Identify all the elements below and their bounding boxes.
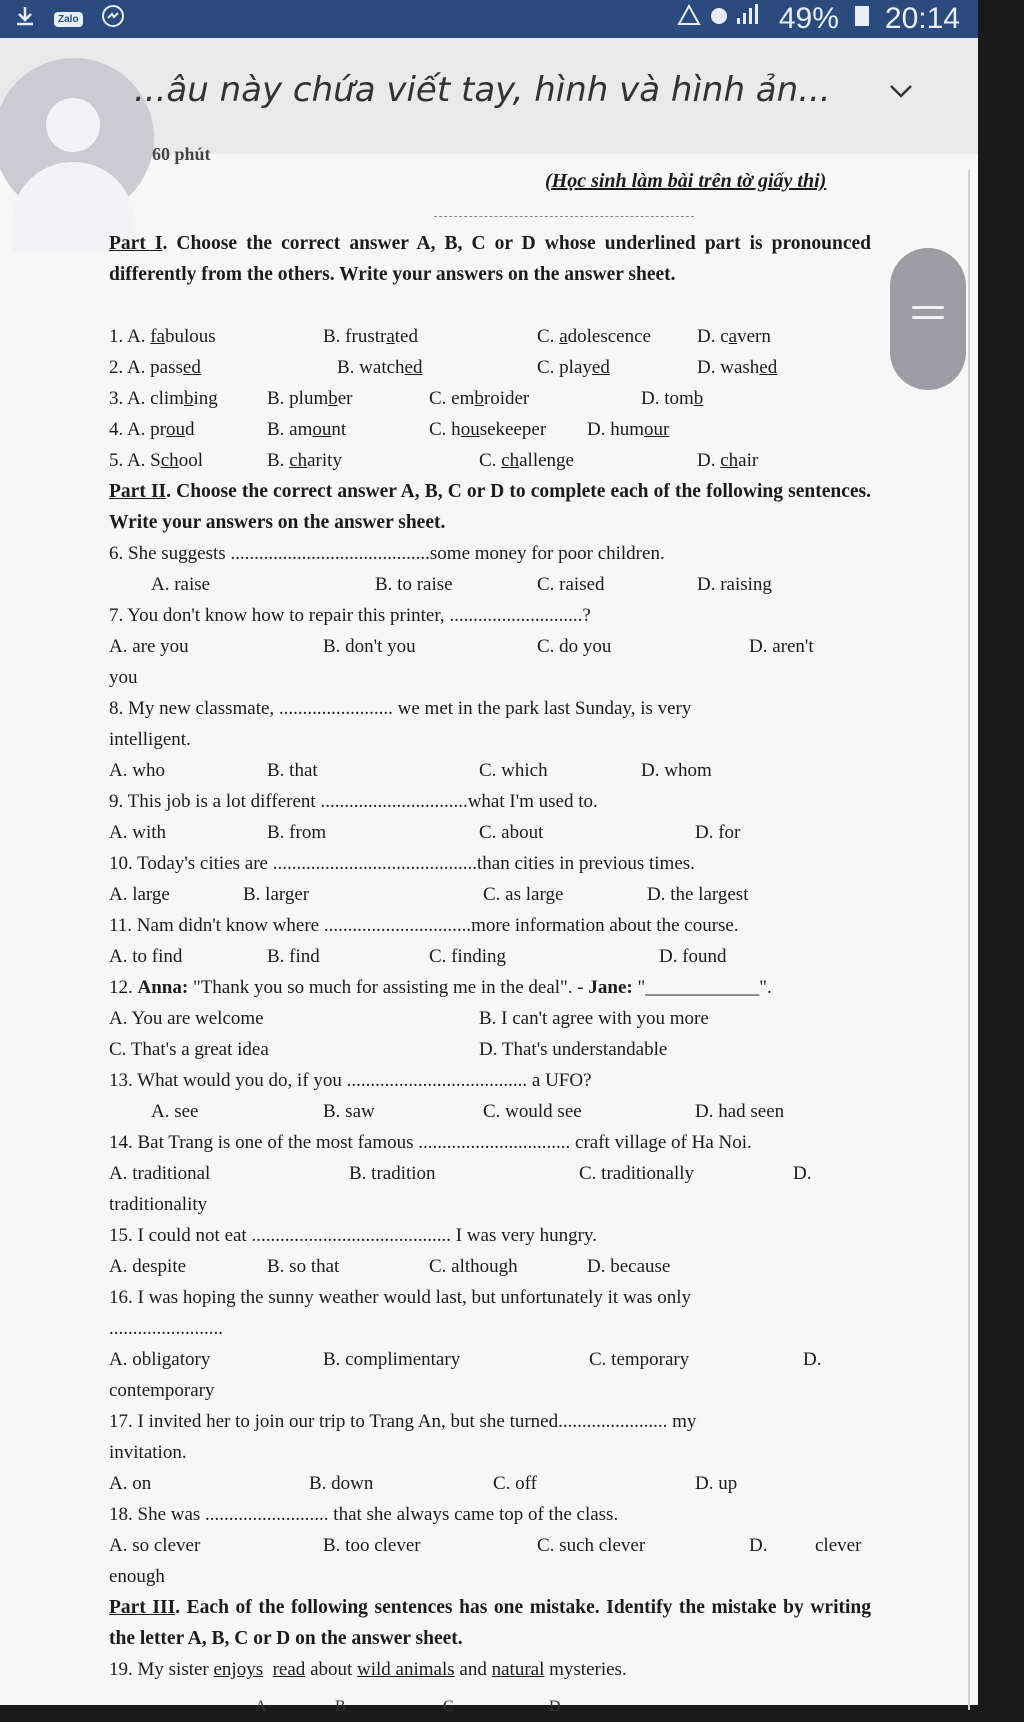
battery-text: 49%	[778, 2, 839, 35]
question-9-options: A. with B. from C. about D. for	[109, 822, 741, 843]
exam-duration: 60 phút	[152, 144, 211, 164]
question-13-options: A. see B. saw C. would see D. had seen	[151, 1101, 785, 1122]
question-7-options: A. are you B. don't you C. do you D. aren't	[109, 636, 814, 657]
question-14-wrap: traditionality	[109, 1194, 208, 1215]
question-4: 4. A. proud B. amount C. housekeeper D. humour	[109, 419, 670, 440]
question-18-wrap: enough	[109, 1566, 165, 1587]
question-3: 3. A. climbing B. plumber C. embroider D. tomb	[109, 388, 704, 409]
question-15-stem: 15. I could not eat .......................................... I was very hungry.	[109, 1225, 597, 1246]
chevron-down-icon[interactable]	[888, 78, 914, 104]
question-16-stem: 16. I was hoping the sunny weather would last, but unfortunately it was only	[109, 1287, 692, 1308]
question-10-stem: 10. Today's cities are ...........................................than cities in previous times.	[109, 853, 695, 874]
question-16-wrap: contemporary	[109, 1380, 215, 1401]
question-14-options: A. traditional B. tradition C. traditionally D.	[109, 1163, 812, 1184]
question-15-options: A. despite B. so that C. although D. because	[109, 1256, 671, 1277]
question-2: 2. A. passed B. watched C. played D. washed	[109, 357, 778, 378]
part-1-heading: Part I. Choose the correct answer A, B, C or D whose underlined part is pronounced differently from the others. Write your answers on the answer sheet.	[109, 233, 871, 285]
question-8-stem-cont: intelligent.	[109, 729, 191, 750]
question-6-options: A. raise B. to raise C. raised D. raising	[151, 574, 772, 595]
question-17-stem-cont: invitation.	[109, 1442, 187, 1463]
question-18-stem: 18. She was .......................... that she always came top of the class.	[109, 1504, 619, 1525]
question-8-stem: 8. My new classmate, ........................ we met in the park last Sunday, is very	[109, 698, 692, 719]
question-1: 1. A. fabulous B. frustrated C. adolescence D. cavern	[109, 326, 771, 347]
header-title: ...âu này chứa viết tay, hình và hình ản...	[134, 70, 831, 110]
download-icon	[14, 5, 36, 33]
part-3-heading: Part III. Each of the following sentences has one mistake. Identify the mistake by writing the letter A, B, C or D on the answer sheet.	[109, 1597, 871, 1649]
scrollbar-track	[968, 170, 982, 1710]
question-12-options-ab: A. You are welcome B. I can't agree with you more	[109, 1008, 709, 1029]
exam-instruction: (Học sinh làm bài trên tờ giấy thi)	[545, 170, 827, 192]
avatar[interactable]	[0, 58, 154, 218]
document-body	[109, 228, 871, 1716]
question-6-stem: 6. She suggests ..........................................some money for poor children.	[109, 543, 665, 564]
status-bar	[0, 0, 978, 38]
question-9-stem: 9. This job is a lot different ...............................what I'm used to.	[109, 791, 598, 812]
question-16-stem-cont: ........................	[109, 1318, 223, 1339]
question-7-wrap: you	[109, 667, 138, 688]
divider	[434, 216, 694, 217]
question-16-options: A. obligatory B. complimentary C. temporary D.	[109, 1349, 822, 1370]
question-12-options-cd: C. That's a great idea D. That's understandable	[109, 1039, 668, 1060]
question-14-stem: 14. Bat Trang is one of the most famous ................................ craft village of Ha Noi.	[109, 1132, 752, 1153]
messenger-icon	[101, 4, 125, 34]
question-18-options: A. so clever B. too clever C. such clever D. clever	[109, 1535, 862, 1556]
question-19-stem: 19. My sister enjoys read about wild animals and natural mysteries.	[109, 1659, 627, 1680]
clock: 20:14	[884, 2, 960, 35]
question-13-stem: 13. What would you do, if you ...................................... a UFO?	[109, 1070, 592, 1091]
question-11-options: A. to find B. find C. finding D. found	[109, 946, 727, 967]
question-19-letters: A B C D	[255, 1698, 561, 1715]
question-7-stem: 7. You don't know how to repair this printer, ............................?	[109, 605, 591, 626]
question-12-stem: 12. Anna: "Thank you so much for assisting me in the deal". - Jane: "____________".	[109, 977, 772, 998]
zalo-icon: Zalo	[54, 12, 83, 27]
question-17-options: A. on B. down C. off D. up	[109, 1473, 738, 1494]
scroll-handle[interactable]	[890, 248, 966, 390]
question-5: 5. A. School B. charity C. challenge D. chair	[109, 450, 759, 471]
question-8-options: A. who B. that C. which D. whom	[109, 760, 712, 781]
battery-icon	[853, 2, 871, 36]
part-2-heading: Part II. Choose the correct answer A, B, C or D to complete each of the following sentences. Write your answers on the answer sheet.	[109, 481, 871, 533]
question-17-stem: 17. I invited her to join our trip to Trang An, but she turned....................... my	[109, 1411, 697, 1432]
question-10-options: A. large B. larger C. as large D. the largest	[109, 884, 749, 905]
signal-icon	[675, 2, 765, 36]
question-11-stem: 11. Nam didn't know where ...............................more information about the course.	[109, 915, 739, 936]
